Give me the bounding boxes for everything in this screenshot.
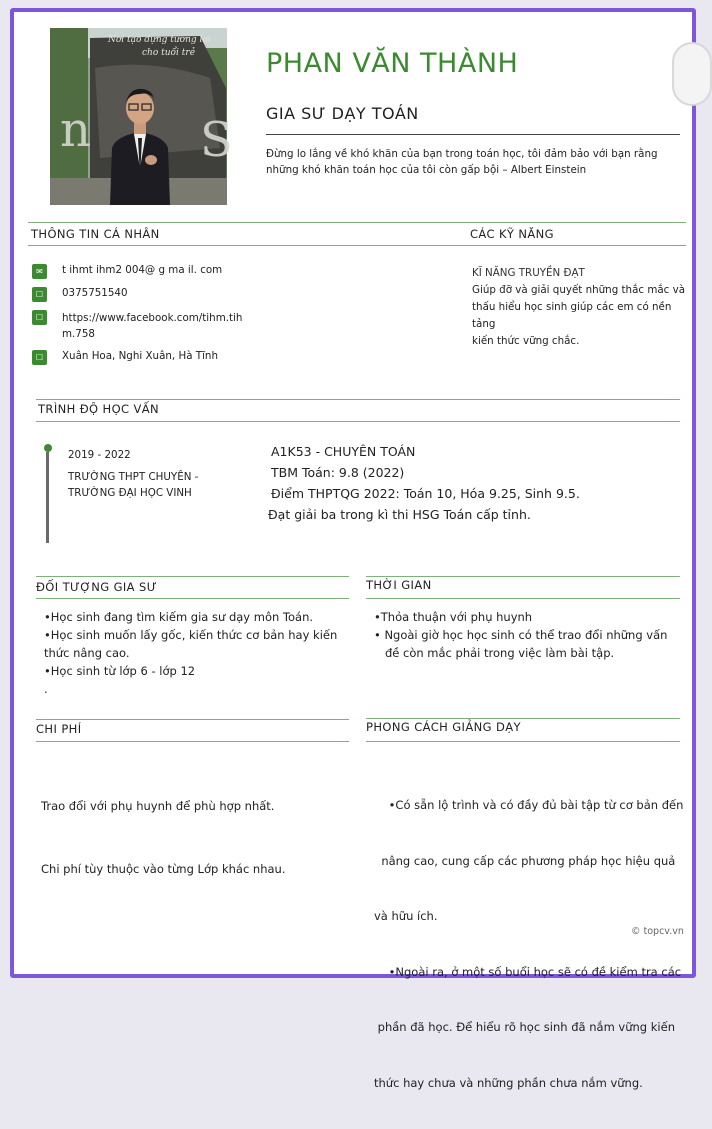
section-divider [36,598,349,599]
list-item: •Học sinh từ lớp 6 - lớp 12 [44,664,196,678]
email-text[interactable]: t ihmt ihm2 004@ g ma il. com [62,264,223,276]
facebook-link-line[interactable]: m.758 [62,328,95,340]
quote [266,146,676,178]
education-detail: TBM Toán: 9.8 (2022) [271,465,405,480]
list-item: •Học sinh đang tìm kiếm gia sư dạy môn Toán. [44,610,314,624]
education-school [68,469,238,501]
education-heading: TRÌNH ĐỘ HỌC VẤN [38,402,160,416]
style-line: và hữu ích. [374,909,438,923]
list-item: • Ngoài giờ học học sinh có thể trao đổi những vấn [374,628,668,642]
section-divider [36,741,349,742]
phone-icon: ☐ [32,287,47,302]
section-divider [28,245,686,246]
timeline-dot [44,444,52,452]
section-divider [366,741,680,742]
photo-sign-text-1: Nơi tạo dựng tương lai [108,35,211,45]
section-divider [366,576,680,577]
education-detail: A1K53 - CHUYÊN TOÁN [271,444,416,459]
section-divider [366,718,680,719]
skill-line: kiến thức vững chắc. [472,335,580,347]
list-item: thức nâng cao. [44,646,130,660]
topcv-watermark[interactable]: © topcv.vn [631,926,684,937]
education-years: 2019 - 2022 [68,449,131,461]
facebook-row [32,310,242,342]
address-row [32,350,218,365]
quote-line: những khó khăn toán học của tôi còn gấp bội – Albert Einstein [266,164,587,176]
phone-row [32,287,128,302]
cv-page [10,8,696,1090]
style-line: phần đã học. Để hiểu rõ học sinh đã nắm vững kiến [374,1020,675,1034]
list-item: . [44,682,48,696]
time-heading: THỜI GIAN [366,578,432,592]
cost-text [41,759,351,917]
full-name: PHAN VĂN THÀNH [266,48,519,79]
svg-text:n: n [60,102,91,158]
style-line: •Ngoài ra, ở một số buổi học sẽ có đề kiểm tra các [374,964,682,979]
facebook-link[interactable] [62,310,242,342]
address-text: Xuân Hoa, Nghi Xuân, Hà Tĩnh [62,350,218,362]
skill-name: KĨ NĂNG TRUYỀN ĐẠT [472,267,585,279]
section-divider [28,222,686,223]
section-divider [36,399,680,400]
cost-heading: CHI PHÍ [36,722,82,736]
location-icon: ☐ [32,350,47,365]
education-detail: Đạt giải ba trong kì thi HSG Toán cấp tỉnh. [268,507,531,522]
style-line: •Có sẵn lộ trình và có đầy đủ bài tập từ cơ bản đến [374,798,684,812]
school-line: TRƯỜNG ĐẠI HỌC VINH [68,487,192,499]
title-divider [266,134,680,135]
style-line: nâng cao, cung cấp các phương pháp học hiệu quả [374,853,676,868]
profile-photo-art [50,28,233,205]
skill-line: Giúp đỡ và giải quyết những thắc mắc và [472,284,686,296]
email-row [32,264,222,279]
timeline-bar [46,452,49,543]
phone-text[interactable]: 0375751540 [62,287,128,299]
skill-line: thấu hiểu học sinh giúp các em có nền tảng [472,301,672,330]
teaching-style-heading: PHONG CÁCH GIẢNG DẠY [366,720,521,734]
list-item: •Học sinh muốn lấy gốc, kiến thức cơ bản hay kiến [44,628,338,642]
section-divider [366,598,680,599]
list-item: đề còn mắc phải trong việc làm bài tập. [374,646,615,660]
facebook-link-line[interactable]: https://www.facebook.com/tihm.tih [62,312,243,324]
target-heading: ĐỐI TƯỢNG GIA SƯ [36,580,157,594]
section-divider [36,719,349,720]
section-divider [36,421,680,422]
svg-text:S: S [200,112,233,168]
time-list [374,608,684,662]
skill-description [472,282,692,350]
photo-sign-text-2: cho tuổi trẻ [142,48,196,58]
list-item: •Thỏa thuận với phụ huynh [374,610,533,624]
cost-line: Trao đổi với phụ huynh để phù hợp nhất. [41,799,275,813]
style-line: thức hay chưa và những phần chưa nắm vững. [374,1075,643,1090]
quote-line: Đừng lo lắng về khó khăn của bạn trong toán học, tôi đảm bảo với bạn rằng [266,148,658,160]
facebook-icon: ☐ [32,310,47,325]
personal-info-heading: THÔNG TIN CÁ NHÂN [31,227,160,241]
scroll-tab[interactable] [672,42,712,106]
section-divider [36,576,349,577]
education-detail: Điểm THPTQG 2022: Toán 10, Hóa 9.25, Sinh 9.5. [271,486,580,501]
school-line: TRƯỜNG THPT CHUYÊN - [68,471,199,483]
cost-line: Chi phí tùy thuộc vào từng Lớp khác nhau. [41,862,286,876]
skills-heading: CÁC KỸ NĂNG [470,227,554,241]
teaching-style-text [374,759,690,1129]
email-icon: ✉ [32,264,47,279]
job-title: GIA SƯ DẠY TOÁN [266,104,419,123]
target-list [44,608,354,698]
profile-photo [50,28,233,205]
